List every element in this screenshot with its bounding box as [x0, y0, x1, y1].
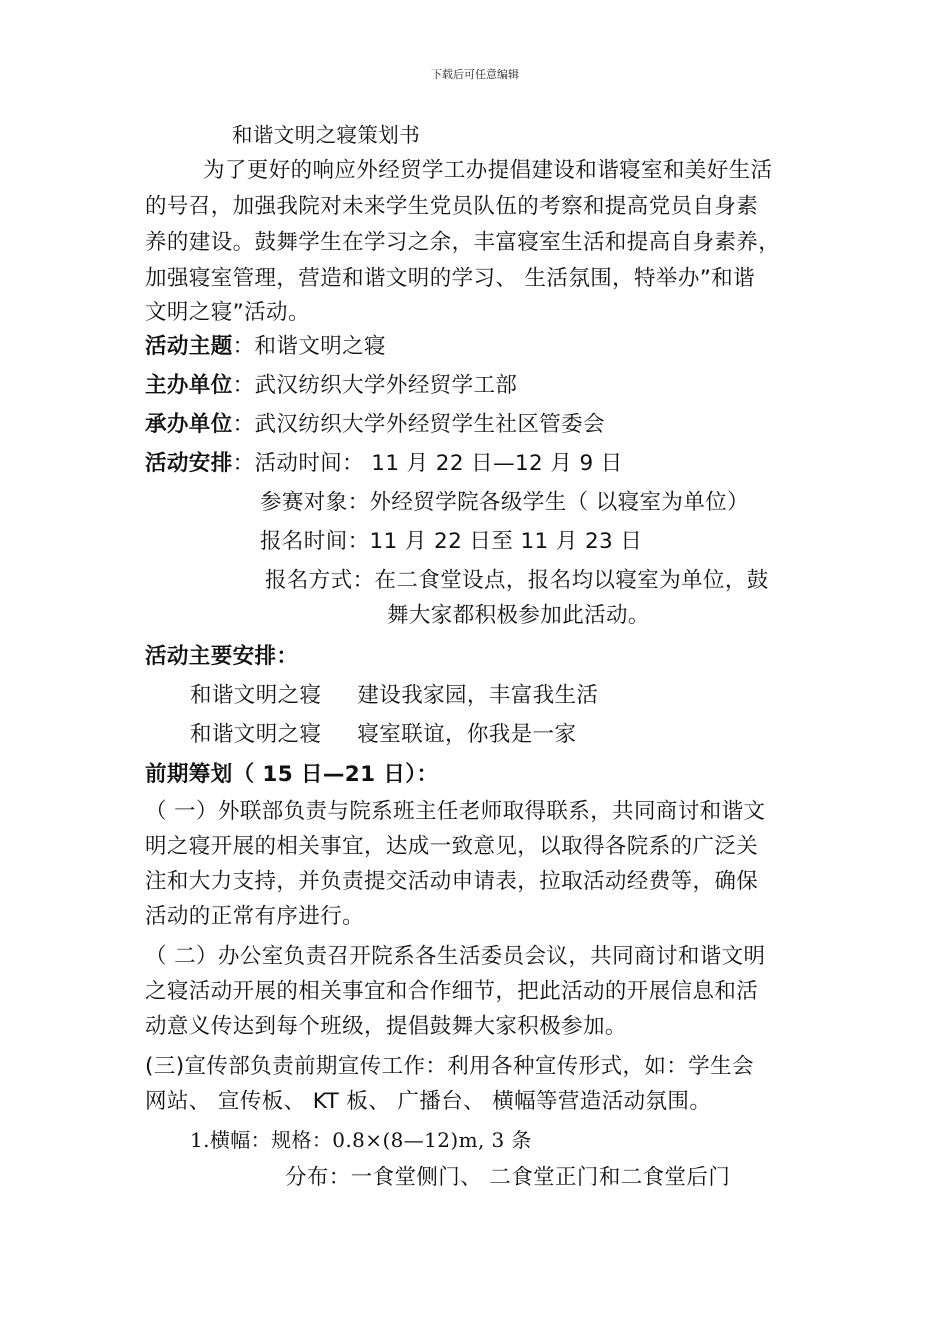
intro-line-4: 加强寝室管理，营造和谐文明的学习、 生活氛围，特举办”和谐	[145, 266, 756, 291]
p1-line-1: （ 一）外联部负责与院系班主任老师取得联系，共同商讨和谐文	[145, 799, 766, 824]
p3-line-1: (三)宣传部负责前期宣传工作：利用各种宣传形式，如：学生会	[145, 1054, 754, 1079]
colon: ：	[232, 373, 255, 398]
theme-row	[145, 332, 810, 362]
host-label: 主办单位	[145, 373, 233, 398]
theme-label: 活动主题	[145, 334, 233, 359]
p3-line-2: 网站、 宣传板、 KT 板、 广播台、 横幅等营造活动氛围。	[145, 1089, 712, 1114]
host-value: 武汉纺织大学外经贸学工部	[254, 373, 518, 398]
early-planning-heading: 前期筹划（ 15 日—21 日）：	[145, 762, 439, 787]
arrangement-slogan: 寝室联谊，你我是一家	[357, 722, 577, 747]
page-header-note: 下载后可任意编辑	[431, 68, 519, 81]
arrangement-item-2	[190, 720, 855, 750]
p2-line-2: 之寝活动开展的相关事宜和合作细节，把此活动的开展信息和活	[145, 979, 759, 1004]
p1-line-3: 注和大力支持，并负责提交活动申请表，拉取活动经费等，确保	[145, 869, 759, 894]
schedule-row	[145, 449, 810, 479]
arrangement-item-1	[190, 681, 855, 711]
p2-line-3: 动意义传达到每个班级，提倡鼓舞大家积极参加。	[145, 1014, 627, 1039]
colon: ：	[232, 451, 255, 476]
intro-line-3: 养的建设。鼓舞学生在学习之余，丰富寝室生活和提高自身素养，	[145, 230, 781, 255]
banner-spec: 1.横幅：规格：0.8×(8—12)m, 3 条	[190, 1128, 532, 1152]
p2-line-1: （ 二）办公室负责召开院系各生活委员会议，共同商讨和谐文明	[145, 944, 766, 969]
colon: ：	[232, 334, 255, 359]
arrangement-name: 和谐文明之寝	[190, 722, 322, 747]
schedule-signup-time: 报名时间：11 月 22 日至 11 月 23 日	[260, 529, 643, 554]
p1-line-4: 活动的正常有序进行。	[145, 904, 365, 929]
colon: ：	[232, 412, 255, 437]
arrangement-slogan: 建设我家园，丰富我生活	[357, 683, 599, 708]
schedule-signup-method-2: 舞大家都积极参加此活动。	[387, 603, 650, 628]
schedule-time: 活动时间： 11 月 22 日—12 月 9 日	[254, 451, 623, 476]
intro-line-1: 为了更好的响应外经贸学工办提倡建设和谐寝室和美好生活	[203, 158, 773, 183]
organizer-value: 武汉纺织大学外经贸学生社区管委会	[254, 412, 605, 437]
intro-line-5: 文明之寝”活动。	[145, 300, 310, 325]
intro-line-2: 的号召，加强我院对未来学生党员队伍的考察和提高党员自身素	[145, 194, 759, 219]
theme-value: 和谐文明之寝	[254, 334, 386, 359]
organizer-row	[145, 410, 810, 440]
main-arrangement-heading: 活动主要安排：	[145, 644, 299, 669]
document-title: 和谐文明之寝策划书	[232, 123, 421, 147]
banner-location: 分布：一食堂侧门、 二食堂正门和二食堂后门	[285, 1165, 731, 1190]
schedule-label: 活动安排	[145, 451, 233, 476]
organizer-label: 承办单位	[145, 412, 233, 437]
schedule-participants: 参赛对象：外经贸学院各级学生（ 以寝室为单位）	[260, 490, 750, 515]
schedule-signup-method-1: 报名方式：在二食堂设点，报名均以寝室为单位，鼓	[265, 568, 769, 593]
p1-line-2: 明之寝开展的相关事宜，达成一致意见，以取得各院系的广泛关	[145, 834, 759, 859]
host-row	[145, 371, 810, 401]
arrangement-name: 和谐文明之寝	[190, 683, 322, 708]
